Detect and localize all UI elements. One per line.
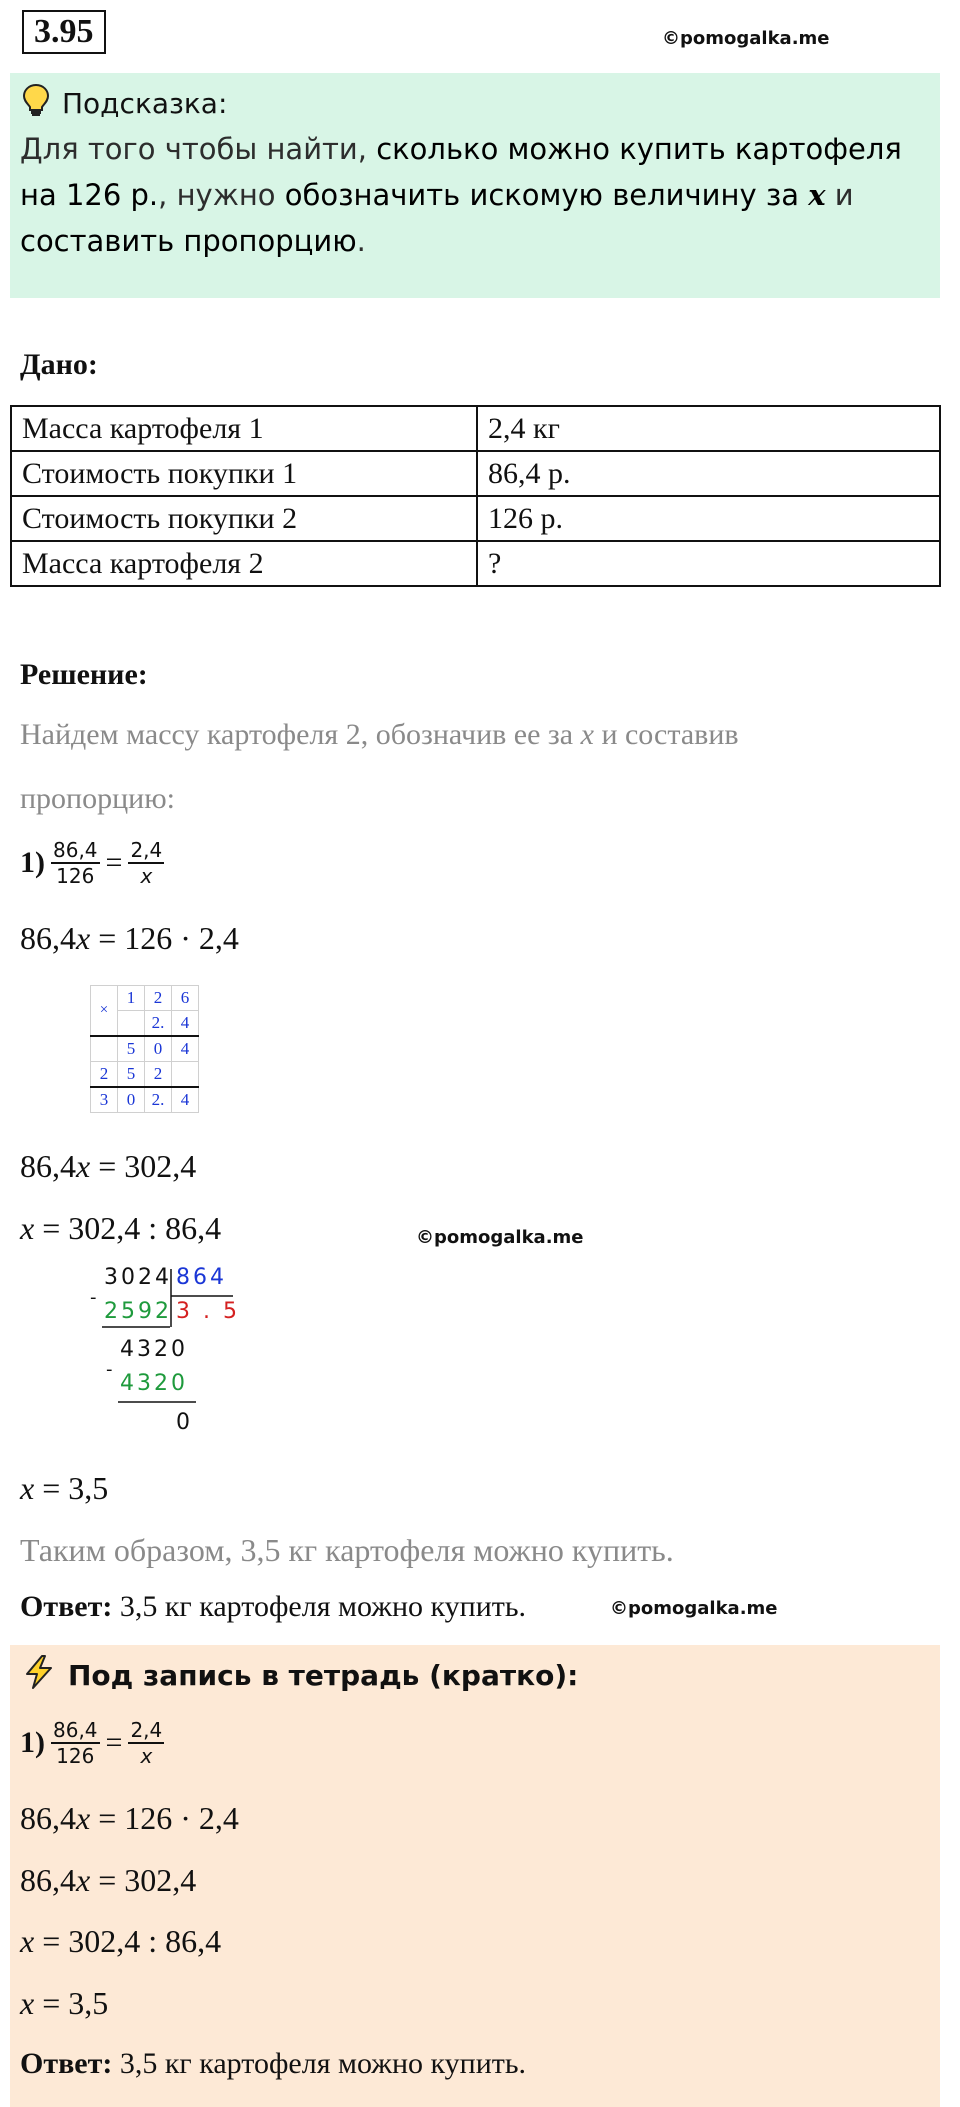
eq-var: x (76, 920, 91, 956)
eq-part: 86,4 (20, 1800, 76, 1836)
task-number: 3.95 (22, 10, 106, 54)
grid-cell (91, 1036, 118, 1062)
denominator: x (140, 1744, 153, 1768)
grid-cell: 6 (172, 986, 199, 1011)
grid-cell: 4 (172, 1011, 199, 1037)
divisor: 864 (176, 1265, 227, 1290)
table-row (11, 541, 940, 586)
equation-line (20, 1470, 108, 1507)
eq-var: x (20, 1923, 35, 1959)
proportion (20, 838, 164, 888)
equation-line (20, 1148, 196, 1185)
hint-part: , нужно (158, 178, 285, 212)
eq-part: 86,4 (20, 920, 76, 956)
hint-part-emph: сколько можно купить картофеля на 126 р. (20, 132, 902, 212)
remainder: 4320 (120, 1337, 188, 1362)
intro-var: x (580, 718, 594, 751)
lightbulb-icon (22, 83, 50, 124)
watermark: ©pomogalka.me (416, 1227, 584, 1248)
subtrahend: 2592 (104, 1299, 172, 1324)
numerator: 86,4 (53, 838, 98, 862)
notebook-title-text: Под запись в тетрадь (кратко): (68, 1659, 579, 1692)
eq-part: = 3,5 (34, 1470, 109, 1506)
dividend: 3024 (104, 1265, 172, 1290)
equals-sign: = (105, 1726, 123, 1759)
table-cell: 2,4 кг (477, 406, 940, 451)
grid-cell: 4 (172, 1087, 199, 1113)
table-cell: ? (477, 541, 940, 586)
hint-text (20, 126, 940, 264)
grid-cell: 2. (145, 1011, 172, 1037)
grid-row (91, 1087, 199, 1113)
answer-label: Ответ: (20, 1590, 113, 1623)
intro-text: и составив (593, 718, 739, 751)
eq-var: x (20, 1210, 35, 1246)
hint-part-emph: обозначить искомую величину за (284, 178, 809, 212)
eq-part: = 302,4 (90, 1862, 197, 1898)
equals-sign: = (105, 846, 123, 879)
grid-cell: 5 (118, 1036, 145, 1062)
step-number: 1) (20, 846, 45, 879)
table-cell: Стоимость покупки 1 (11, 451, 477, 496)
eq-var: x (76, 1800, 91, 1836)
answer-text: 3,5 кг картофеля можно купить. (112, 1590, 527, 1623)
table-cell: Стоимость покупки 2 (11, 496, 477, 541)
solution-intro-2: пропорцию: (20, 782, 175, 815)
grid-row (91, 1036, 199, 1062)
watermark: ©pomogalka.me (610, 1598, 778, 1619)
hint-part-emph: составить пропорцию (20, 224, 357, 258)
table-cell: 86,4 р. (477, 451, 940, 496)
denominator: x (140, 864, 153, 888)
eq-part: = 302,4 : 86,4 (34, 1210, 222, 1246)
denominator: 126 (56, 864, 95, 888)
table-row (11, 496, 940, 541)
step-number: 1) (20, 1726, 45, 1759)
table-cell: Масса картофеля 2 (11, 541, 477, 586)
fraction (128, 1718, 164, 1768)
eq-var: x (20, 1985, 35, 2021)
notebook-title (22, 1655, 578, 1696)
minus-sign: - (106, 1359, 116, 1380)
grid-cell: 1 (118, 986, 145, 1011)
multiplication-grid (90, 985, 199, 1113)
hint-part: и (825, 178, 854, 212)
solution-label: Решение: (20, 658, 148, 691)
hint-title (22, 83, 227, 124)
equation-line (20, 1985, 108, 2022)
hint-title-text: Подсказка: (62, 87, 228, 120)
given-table (10, 405, 941, 587)
fraction (51, 838, 100, 888)
grid-cell: 2 (91, 1062, 118, 1088)
eq-var: x (76, 1148, 91, 1184)
lightning-icon (22, 1655, 56, 1696)
equation-line (20, 1210, 221, 1247)
table-cell: Масса картофеля 1 (11, 406, 477, 451)
equation-line (20, 920, 239, 957)
eq-var: x (20, 1470, 35, 1506)
eq-part: = 3,5 (34, 1985, 109, 2021)
grid-cell (172, 1062, 199, 1088)
eq-var: x (76, 1862, 91, 1898)
minus-sign: - (90, 1287, 100, 1308)
denominator: 126 (56, 1744, 95, 1768)
hint-var: x (808, 178, 826, 212)
eq-part: = 302,4 : 86,4 (34, 1923, 222, 1959)
remainder: 0 (176, 1410, 193, 1435)
numerator: 2,4 (130, 1718, 163, 1742)
hint-part: . (356, 224, 366, 258)
grid-cell: 4 (172, 1036, 199, 1062)
long-division (90, 1265, 240, 1445)
grid-cell (118, 1011, 145, 1037)
table-row (11, 451, 940, 496)
numerator: 86,4 (53, 1718, 98, 1742)
quotient: 3 . 5 (176, 1299, 240, 1324)
watermark: ©pomogalka.me (662, 28, 830, 49)
proportion (20, 1718, 164, 1768)
eq-part: = 126 · 2,4 (90, 920, 239, 956)
table-cell: 126 р. (477, 496, 940, 541)
eq-part: 86,4 (20, 1862, 76, 1898)
answer-label: Ответ: (20, 2047, 113, 2080)
grid-cell: 2 (145, 986, 172, 1011)
equation-line (20, 1800, 239, 1837)
conclusion: Таким образом, 3,5 кг картофеля можно купить. (20, 1532, 674, 1568)
grid-cell: 2. (145, 1087, 172, 1113)
grid-cell: 3 (91, 1087, 118, 1113)
fraction (128, 838, 164, 888)
multiply-sign: × (91, 986, 118, 1037)
grid-cell: 0 (145, 1036, 172, 1062)
division-lines (90, 1265, 240, 1445)
grid-cell: 5 (118, 1062, 145, 1088)
eq-part: 86,4 (20, 1148, 76, 1184)
grid-cell: 0 (118, 1087, 145, 1113)
answer (20, 1590, 526, 1624)
intro-text: Найдем массу картофеля 2, обозначив ее за (20, 718, 581, 751)
fraction (51, 1718, 100, 1768)
subtrahend: 4320 (120, 1371, 188, 1396)
answer (20, 2047, 526, 2081)
grid-cell: 2 (145, 1062, 172, 1088)
grid-row (91, 986, 199, 1011)
solution-intro (20, 718, 739, 752)
grid-row (91, 1062, 199, 1088)
equation-line (20, 1862, 196, 1899)
numerator: 2,4 (130, 838, 163, 862)
equation-line (20, 1923, 221, 1960)
eq-part: = 302,4 (90, 1148, 197, 1184)
eq-part: = 126 · 2,4 (90, 1800, 239, 1836)
hint-part: Для того чтобы найти, (20, 132, 377, 166)
given-label: Дано: (20, 348, 98, 381)
answer-text: 3,5 кг картофеля можно купить. (112, 2047, 527, 2080)
table-row (11, 406, 940, 451)
